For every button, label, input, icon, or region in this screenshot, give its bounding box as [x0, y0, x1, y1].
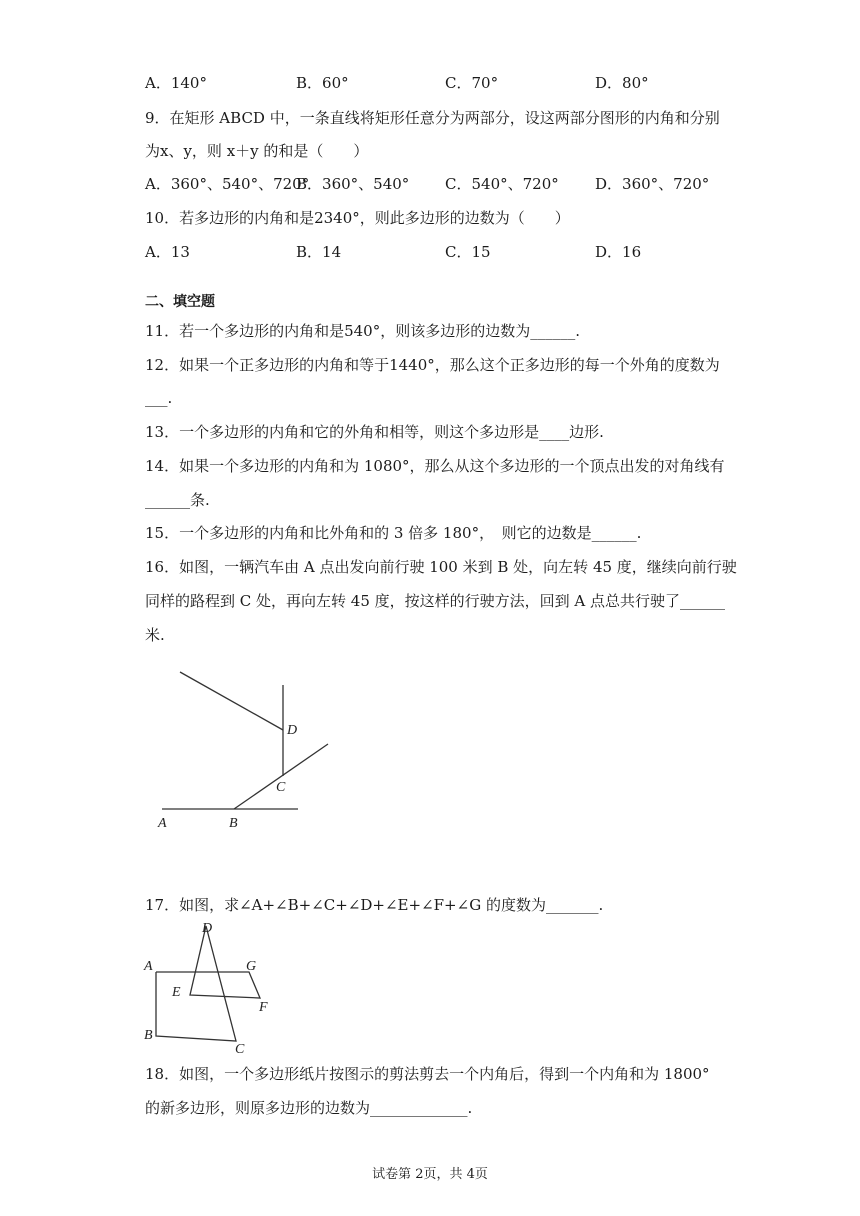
- q9-option-b: B．360°、540°: [296, 175, 410, 193]
- q14-stem-line1: 14．如果一个多边形的内角和为 1080°，那么从这个多边形的一个顶点出发的对角线有: [145, 457, 725, 475]
- q12-stem-line2: ___.: [145, 389, 173, 407]
- q8-option-c: C．70°: [445, 74, 499, 92]
- q9-option-a: A．360°、540°、720°: [145, 175, 310, 193]
- q16-stem-line1: 16．如图，一辆汽车由 A 点出发向前行驶 100 米到 B 处，向左转 45 度，继续向前行驶: [145, 558, 737, 576]
- q17-stem: 17．如图，求∠A+∠B+∠C+∠D+∠E+∠F+∠G 的度数为_______.: [145, 896, 604, 914]
- label-g: G: [246, 959, 257, 974]
- label-c: C: [276, 780, 286, 795]
- segment-bc: [234, 744, 328, 809]
- q8-option-a: A．140°: [145, 74, 207, 92]
- label-d: D: [287, 723, 298, 738]
- q10-option-a: A．13: [145, 243, 190, 261]
- q17-polygon-lines: [156, 926, 260, 1041]
- q10-option-b: B．14: [296, 243, 342, 261]
- q14-stem-line2: ______条.: [145, 491, 210, 509]
- q9-stem-line2: 为x、y，则 x＋y 的和是（ ）: [145, 142, 369, 160]
- label-e: E: [172, 985, 181, 1000]
- q17-angle-figure: [140, 918, 280, 1058]
- q16-stem-line3: 米.: [145, 626, 165, 644]
- label-b: B: [144, 1028, 153, 1043]
- q11-stem: 11．若一个多边形的内角和是540°，则该多边形的边数为______.: [145, 322, 580, 340]
- page-footer: 试卷第 2页，共 4页: [372, 1167, 488, 1182]
- q18-stem-line1: 18．如图，一个多边形纸片按图示的剪法剪去一个内角后，得到一个内角和为 1800°: [145, 1065, 710, 1083]
- q8-option-b: B．60°: [296, 74, 349, 92]
- label-d: D: [202, 921, 213, 936]
- q9-option-d: D．360°、720°: [595, 175, 710, 193]
- q8-option-d: D．80°: [595, 74, 649, 92]
- q10-option-c: C．15: [445, 243, 491, 261]
- label-a: A: [158, 816, 167, 831]
- q12-stem-line1: 12．如果一个正多边形的内角和等于1440°，那么这个正多边形的每一个外角的度数为: [145, 356, 720, 374]
- label-c: C: [235, 1042, 245, 1057]
- q13-stem: 13．一个多边形的内角和它的外角和相等，则这个多边形是____边形.: [145, 423, 604, 441]
- q9-option-c: C．540°、720°: [445, 175, 559, 193]
- q16-stem-line2: 同样的路程到 C 处，再向左转 45 度，按这样的行驶方法，回到 A 点总共行驶了______: [145, 592, 726, 610]
- q10-stem: 10．若多边形的内角和是2340°，则此多边形的边数为（ ）: [145, 209, 570, 227]
- q9-stem-line1: 9．在矩形 ABCD 中，一条直线将矩形任意分为两部分，设这两部分图形的内角和分别: [145, 109, 720, 127]
- section-heading-fill-in: 二、填空题: [145, 294, 215, 310]
- q15-stem: 15．一个多边形的内角和比外角和的 3 倍多 180°， 则它的边数是______.: [145, 524, 642, 542]
- label-b: B: [229, 816, 238, 831]
- q18-stem-line2: 的新多边形，则原多边形的边数为_____________.: [145, 1099, 473, 1117]
- q16-route-figure: [150, 660, 350, 840]
- q10-option-d: D．16: [595, 243, 642, 261]
- label-a: A: [144, 959, 153, 974]
- label-f: F: [259, 1000, 268, 1015]
- segment-d-onward: [180, 672, 283, 730]
